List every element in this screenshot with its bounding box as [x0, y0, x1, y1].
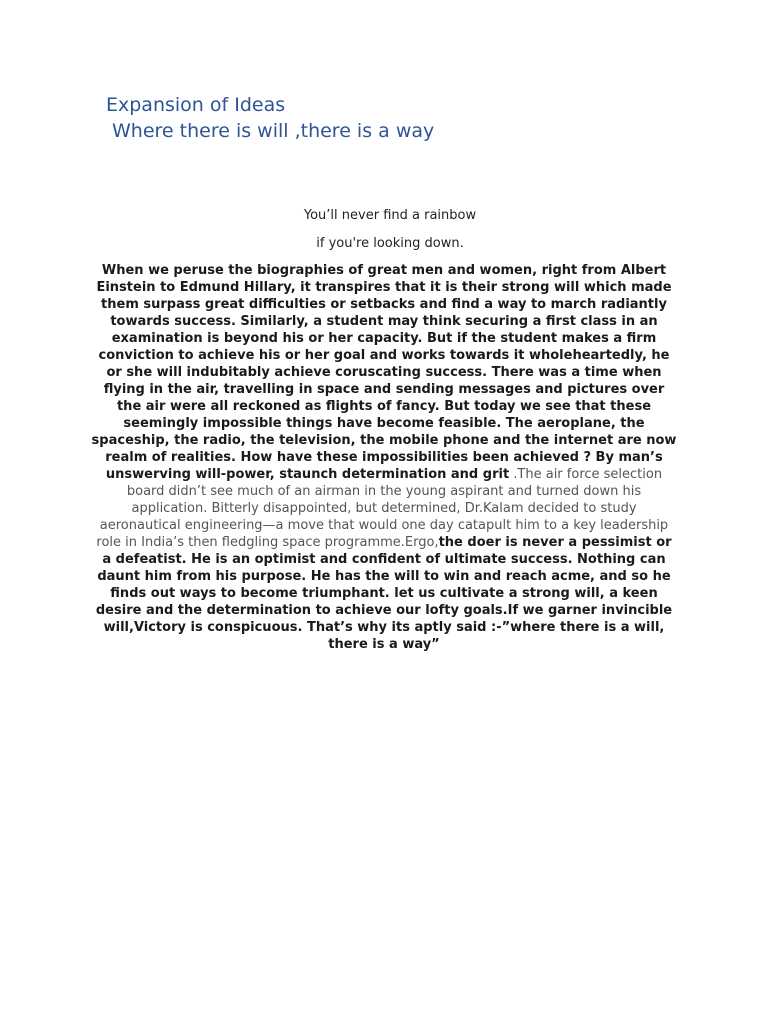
paragraph-regular-part-2: .The air force selection board didn’t see much of an airman in the young aspirant and turned down his application. Bitterly disappointed, but determined, Dr.Kalam decided to study aeronautical engineering—a move that would one day catapult him to a key leadership role in India’s then fledgling space programme.Ergo,: [96, 467, 669, 550]
quote-line-1: You’ll never find a rainbow: [303, 208, 477, 223]
document-subtitle: Where there is will ,there is a way: [112, 120, 435, 142]
paragraph-bold-part-1: When we peruse the biographies of great men and women, right from Albert Einstein to Edmund Hillary, it transpires that it is their strong will which made them surpass great difficulties or setbacks and find a way to march radiantly towards success. Similarly, a student may think securing a first class in an examination is beyond his or her capacity. But if the student makes a firm conviction to achieve his or her goal and works towards it wholeheartedly, he or she will indubitably achieve coruscating success. There was a time when flying in the air, travelling in space and sending messages and pictures over the air were all reckoned as flights of fancy. But today we see that these seemingly impossible things have become feasible. The aeroplane, the spaceship, the radio, the television, the mobile phone and the internet are now realm of realities. How have these impossibilities been achieved ? By man’s unswerving will-power, staunch determination and grit: [91, 263, 677, 482]
body-paragraph: [90, 262, 678, 653]
quote-line-2: if you're looking down.: [316, 236, 464, 251]
paragraph-bold-part-3: the doer is never a pessimist or a defeatist. He is an optimist and confident of ultimate success. Nothing can daunt him from his purpose. He has the will to win and reach acme, and so he finds out ways to become triumphant. let us cultivate a strong will, a keen desire and the determination to achieve our lofty goals.If we garner invincible will,Victory is conspicuous. That’s why its aptly said :-”where there is a will, there is a way”: [95, 535, 673, 652]
document-title: Expansion of Ideas: [106, 94, 286, 116]
